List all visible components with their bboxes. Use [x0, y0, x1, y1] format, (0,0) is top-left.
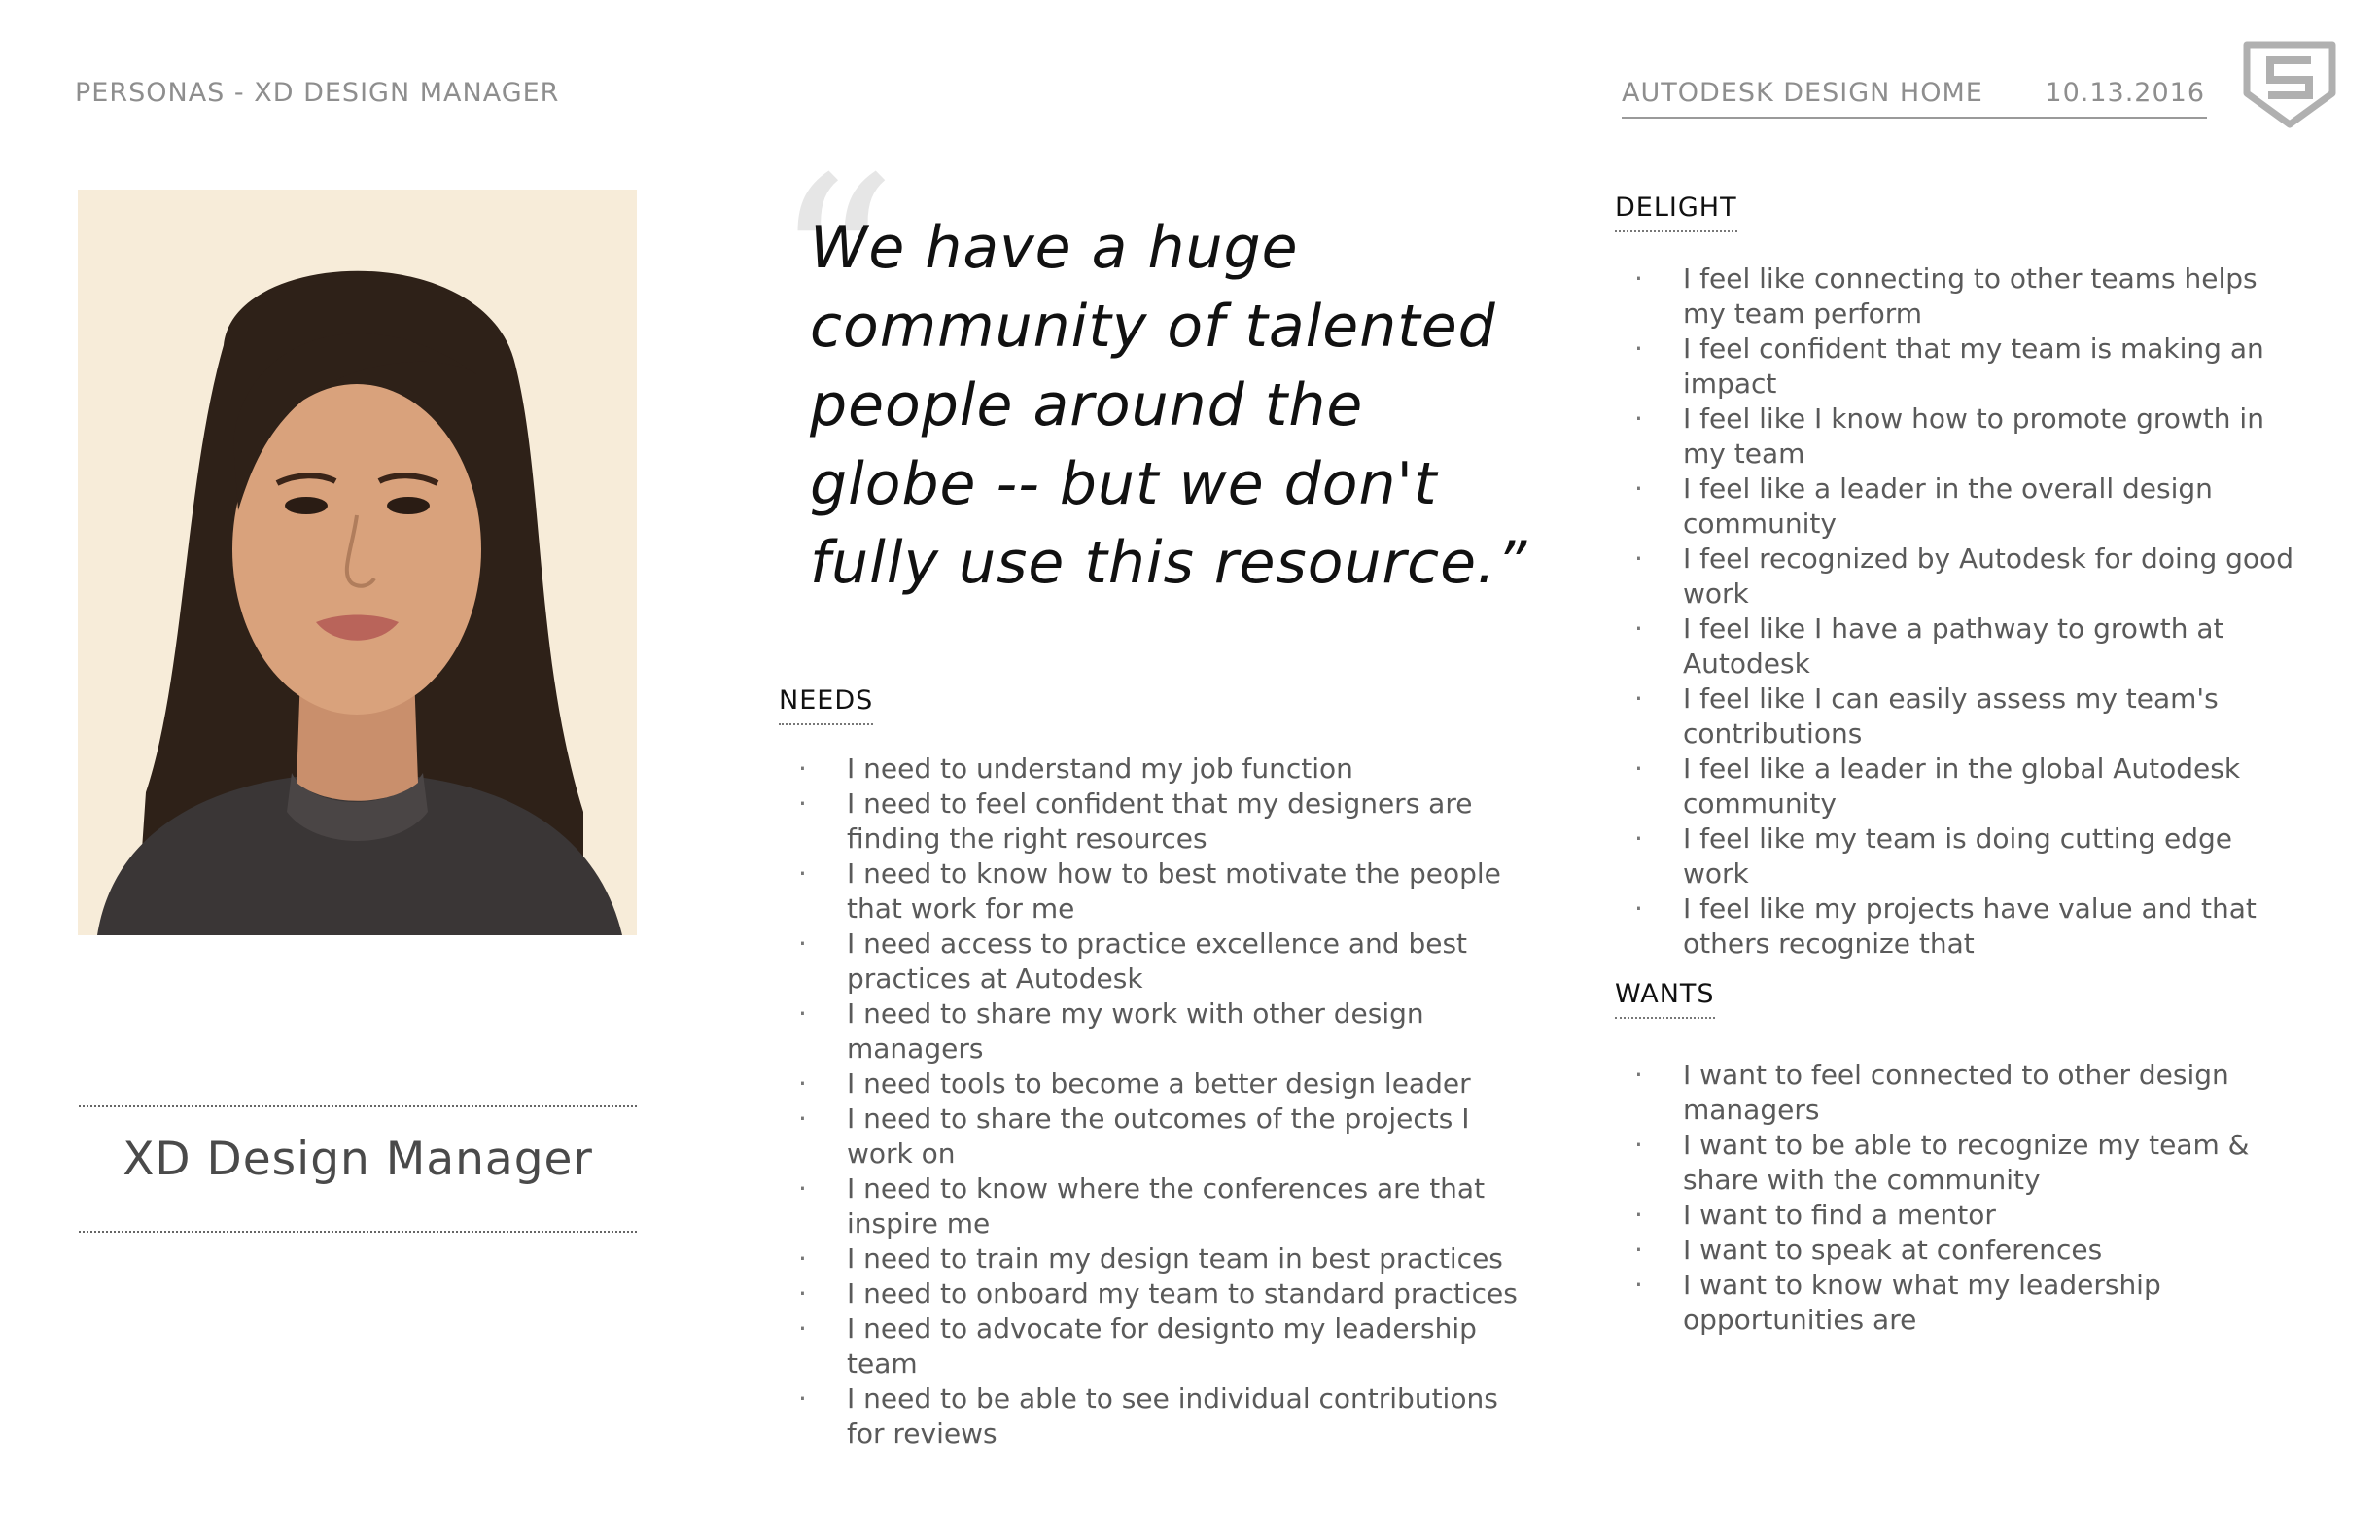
bullet-icon: · [798, 998, 807, 1030]
bullet-icon: · [798, 752, 807, 785]
list-item-text: I need to train my design team in best practices [847, 1242, 1503, 1275]
name-divider-top [79, 1105, 637, 1107]
list-item-text: I want to be able to recognize my team & share with the community [1683, 1129, 2250, 1196]
header-meta [1622, 78, 2207, 119]
bullet-icon: · [1634, 682, 1643, 715]
list-item-text: I need to share the outcomes of the projects I work on [847, 1102, 1470, 1170]
list-item [1615, 682, 2295, 752]
bullet-icon: · [1634, 402, 1643, 435]
wants-heading-wrap [1615, 979, 1715, 1019]
quote-mark-icon: “ [773, 125, 897, 408]
list-item-text: I need to share my work with other design managers [847, 998, 1424, 1065]
bullet-icon: · [798, 1068, 807, 1100]
list-item [1615, 542, 2295, 612]
bullet-icon: · [1634, 262, 1643, 295]
list-item-text: I feel like I can easily assess my team's contributions [1683, 682, 2219, 750]
needs-heading: NEEDS [779, 685, 873, 725]
list-item [1615, 1233, 2295, 1268]
list-item [779, 1312, 1518, 1382]
list-item-text: I feel like I know how to promote growth in my team [1683, 402, 2264, 470]
list-item [1615, 612, 2295, 682]
list-item [1615, 332, 2295, 402]
wants-heading: WANTS [1615, 979, 1715, 1019]
list-item [1615, 1268, 2295, 1338]
bullet-icon: · [1634, 1059, 1643, 1091]
list-item-text: I need to understand my job function [847, 752, 1353, 785]
list-item [779, 1172, 1518, 1242]
page-title: PERSONAS - XD DESIGN MANAGER [75, 78, 560, 108]
list-item [1615, 752, 2295, 822]
list-item [1615, 472, 2295, 542]
delight-heading: DELIGHT [1615, 192, 1737, 232]
bullet-icon: · [1634, 1234, 1643, 1266]
bullet-icon: · [1634, 332, 1643, 365]
list-item [1615, 262, 2295, 332]
bullet-icon: · [1634, 1199, 1643, 1231]
site-link[interactable]: AUTODESK DESIGN HOME [1622, 78, 1983, 108]
autodesk-logo-icon [2241, 37, 2338, 130]
list-item-text: I feel like connecting to other teams helps my team perform [1683, 262, 2258, 330]
list-item-text: I need access to practice excellence and best practices at Autodesk [847, 928, 1468, 995]
bullet-icon: · [798, 788, 807, 820]
list-item-text: I need to be able to see individual contributions for reviews [847, 1382, 1498, 1450]
bullet-icon: · [1634, 472, 1643, 505]
date-label: 10.13.2016 [2045, 78, 2205, 108]
list-item-text: I feel confident that my team is making an impact [1683, 332, 2264, 400]
name-divider-bottom [79, 1231, 637, 1233]
list-item [779, 1382, 1518, 1452]
list-item-text: I want to find a mentor [1683, 1199, 1996, 1231]
list-item-text: I want to speak at conferences [1683, 1234, 2103, 1266]
list-item [779, 1067, 1518, 1102]
list-item-text: I need to know where the conferences are that inspire me [847, 1172, 1486, 1240]
delight-heading-wrap [1615, 192, 1737, 232]
list-item-text: I need to onboard my team to standard practices [847, 1278, 1518, 1310]
persona-name: XD Design Manager [122, 1133, 593, 1186]
bullet-icon: · [1634, 752, 1643, 785]
bullet-icon: · [1634, 822, 1643, 855]
list-item [779, 752, 1518, 787]
bullet-icon: · [1634, 612, 1643, 645]
bullet-icon: · [1634, 1269, 1643, 1301]
list-item-text: I feel like a leader in the global Autodesk community [1683, 752, 2241, 820]
list-item [1615, 402, 2295, 472]
bullet-icon: · [798, 928, 807, 960]
bullet-icon: · [798, 1242, 807, 1275]
list-item [779, 1242, 1518, 1277]
list-item [779, 857, 1518, 927]
bullet-icon: · [798, 1278, 807, 1310]
list-item-text: I want to feel connected to other design managers [1683, 1059, 2229, 1126]
list-item [779, 927, 1518, 997]
bullet-icon: · [1634, 1129, 1643, 1161]
list-item-text: I need to advocate for designto my leadership team [847, 1312, 1477, 1380]
bullet-icon: · [1634, 542, 1643, 575]
list-item-text: I feel like a leader in the overall design community [1683, 472, 2213, 540]
list-item-text: I need tools to become a better design leader [847, 1068, 1471, 1100]
bullet-icon: · [798, 1172, 807, 1205]
list-item [1615, 822, 2295, 892]
bullet-icon: · [798, 858, 807, 890]
list-item-text: I feel like my team is doing cutting edge work [1683, 822, 2233, 890]
list-item-text: I need to feel confident that my designers are finding the right resources [847, 788, 1473, 855]
bullet-icon: · [798, 1382, 807, 1415]
list-item [1615, 892, 2295, 962]
list-item [779, 787, 1518, 857]
needs-list [779, 752, 1518, 1452]
list-item [1615, 1128, 2295, 1198]
list-item [1615, 1058, 2295, 1128]
list-item [779, 1277, 1518, 1312]
delight-list [1615, 262, 2295, 962]
list-item-text: I need to know how to best motivate the people that work for me [847, 858, 1501, 925]
list-item [779, 1102, 1518, 1172]
persona-quote: We have a huge community of talented people around the globe -- but we don't fully use this resource.” [810, 214, 1528, 597]
wants-list [1615, 1058, 2295, 1338]
bullet-icon: · [1634, 892, 1643, 925]
bullet-icon: · [798, 1102, 807, 1135]
list-item [1615, 1198, 2295, 1233]
bullet-icon: · [798, 1312, 807, 1345]
list-item [779, 997, 1518, 1067]
needs-heading-wrap [779, 685, 873, 725]
persona-photo [78, 190, 637, 935]
list-item-text: I feel like I have a pathway to growth at Autodesk [1683, 612, 2224, 680]
list-item-text: I want to know what my leadership opportunities are [1683, 1269, 2161, 1336]
list-item-text: I feel like my projects have value and that others recognize that [1683, 892, 2257, 960]
list-item-text: I feel recognized by Autodesk for doing good work [1683, 542, 2293, 610]
